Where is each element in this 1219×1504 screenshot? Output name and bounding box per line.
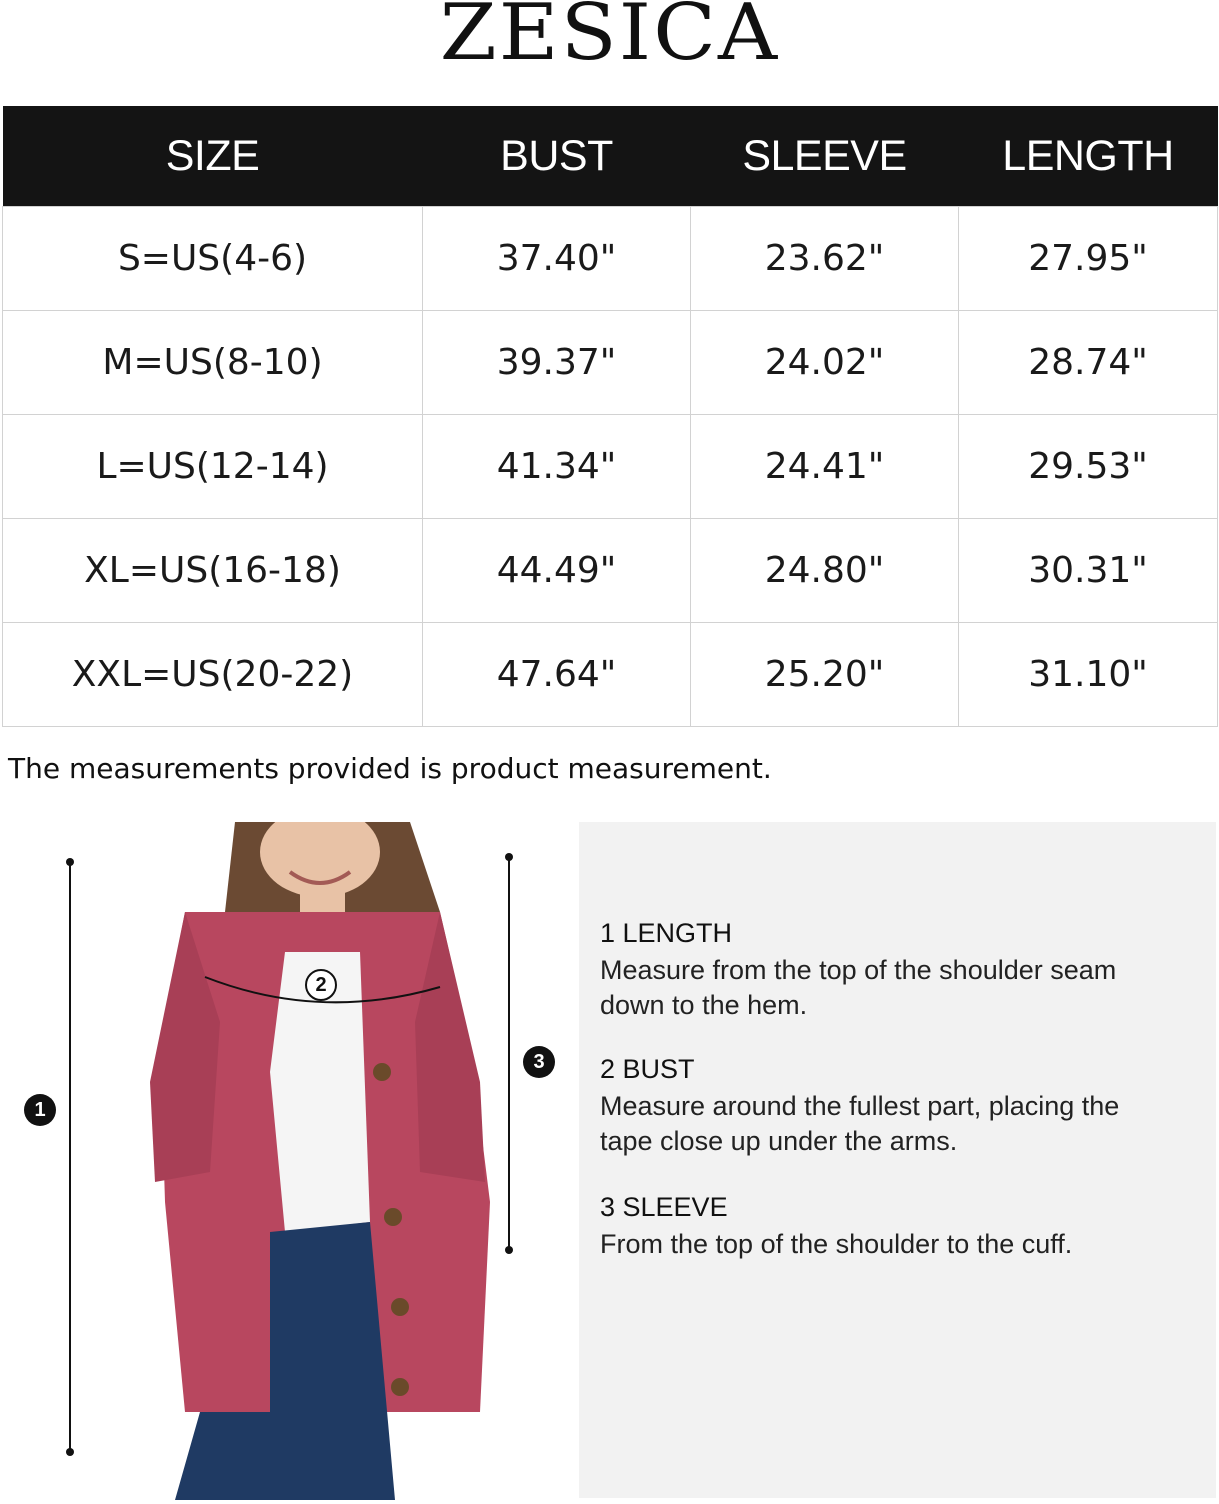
table-row xyxy=(3,623,1218,727)
table-header-row xyxy=(3,106,1218,207)
header-sleeve: SLEEVE xyxy=(691,106,959,207)
table-row xyxy=(3,519,1218,623)
sleeve-cell: 23.62" xyxy=(691,207,959,311)
length-cell: 28.74" xyxy=(959,311,1218,415)
bust-cell: 47.64" xyxy=(423,623,691,727)
measurement-note: The measurements provided is product measurement. xyxy=(8,752,772,785)
size-chart-table xyxy=(2,106,1218,727)
size-cell: S=US(4-6) xyxy=(3,207,423,311)
size-cell: XXL=US(20-22) xyxy=(3,623,423,727)
guide-sleeve-text: From the top of the shoulder to the cuff. xyxy=(600,1229,1073,1259)
guide-bust xyxy=(600,1054,1160,1159)
header-size: SIZE xyxy=(3,106,423,207)
table-row xyxy=(3,311,1218,415)
brand-logo: ZESICA xyxy=(439,0,780,78)
sleeve-cell: 25.20" xyxy=(691,623,959,727)
bust-cell: 41.34" xyxy=(423,415,691,519)
measurement-guide-panel xyxy=(579,822,1216,1498)
model-illustration xyxy=(0,822,578,1500)
marker-length: 1 xyxy=(24,1094,56,1126)
sleeve-cell: 24.02" xyxy=(691,311,959,415)
guide-length-text: Measure from the top of the shoulder seam down to the hem. xyxy=(600,955,1117,1020)
model-photo-area xyxy=(0,822,578,1500)
bust-cell: 44.49" xyxy=(423,519,691,623)
header-bust: BUST xyxy=(423,106,691,207)
header-length: LENGTH xyxy=(959,106,1218,207)
bust-cell: 37.40" xyxy=(423,207,691,311)
guide-sleeve-title: 3 SLEEVE xyxy=(600,1192,728,1222)
size-cell: M=US(8-10) xyxy=(3,311,423,415)
marker-sleeve: 3 xyxy=(523,1046,555,1078)
table-row xyxy=(3,207,1218,311)
size-cell: XL=US(16-18) xyxy=(3,519,423,623)
sleeve-cell: 24.80" xyxy=(691,519,959,623)
length-cell: 29.53" xyxy=(959,415,1218,519)
guide-bust-text: Measure around the fullest part, placing the tape close up under the arms. xyxy=(600,1091,1120,1156)
guide-length xyxy=(600,918,1160,1023)
bust-cell: 39.37" xyxy=(423,311,691,415)
size-cell: L=US(12-14) xyxy=(3,415,423,519)
marker-bust: 2 xyxy=(305,969,337,1001)
guide-bust-title: 2 BUST xyxy=(600,1054,695,1084)
length-cell: 30.31" xyxy=(959,519,1218,623)
table-row xyxy=(3,415,1218,519)
sleeve-cell: 24.41" xyxy=(691,415,959,519)
guide-sleeve xyxy=(600,1192,1160,1262)
length-cell: 31.10" xyxy=(959,623,1218,727)
length-cell: 27.95" xyxy=(959,207,1218,311)
guide-length-title: 1 LENGTH xyxy=(600,918,733,948)
